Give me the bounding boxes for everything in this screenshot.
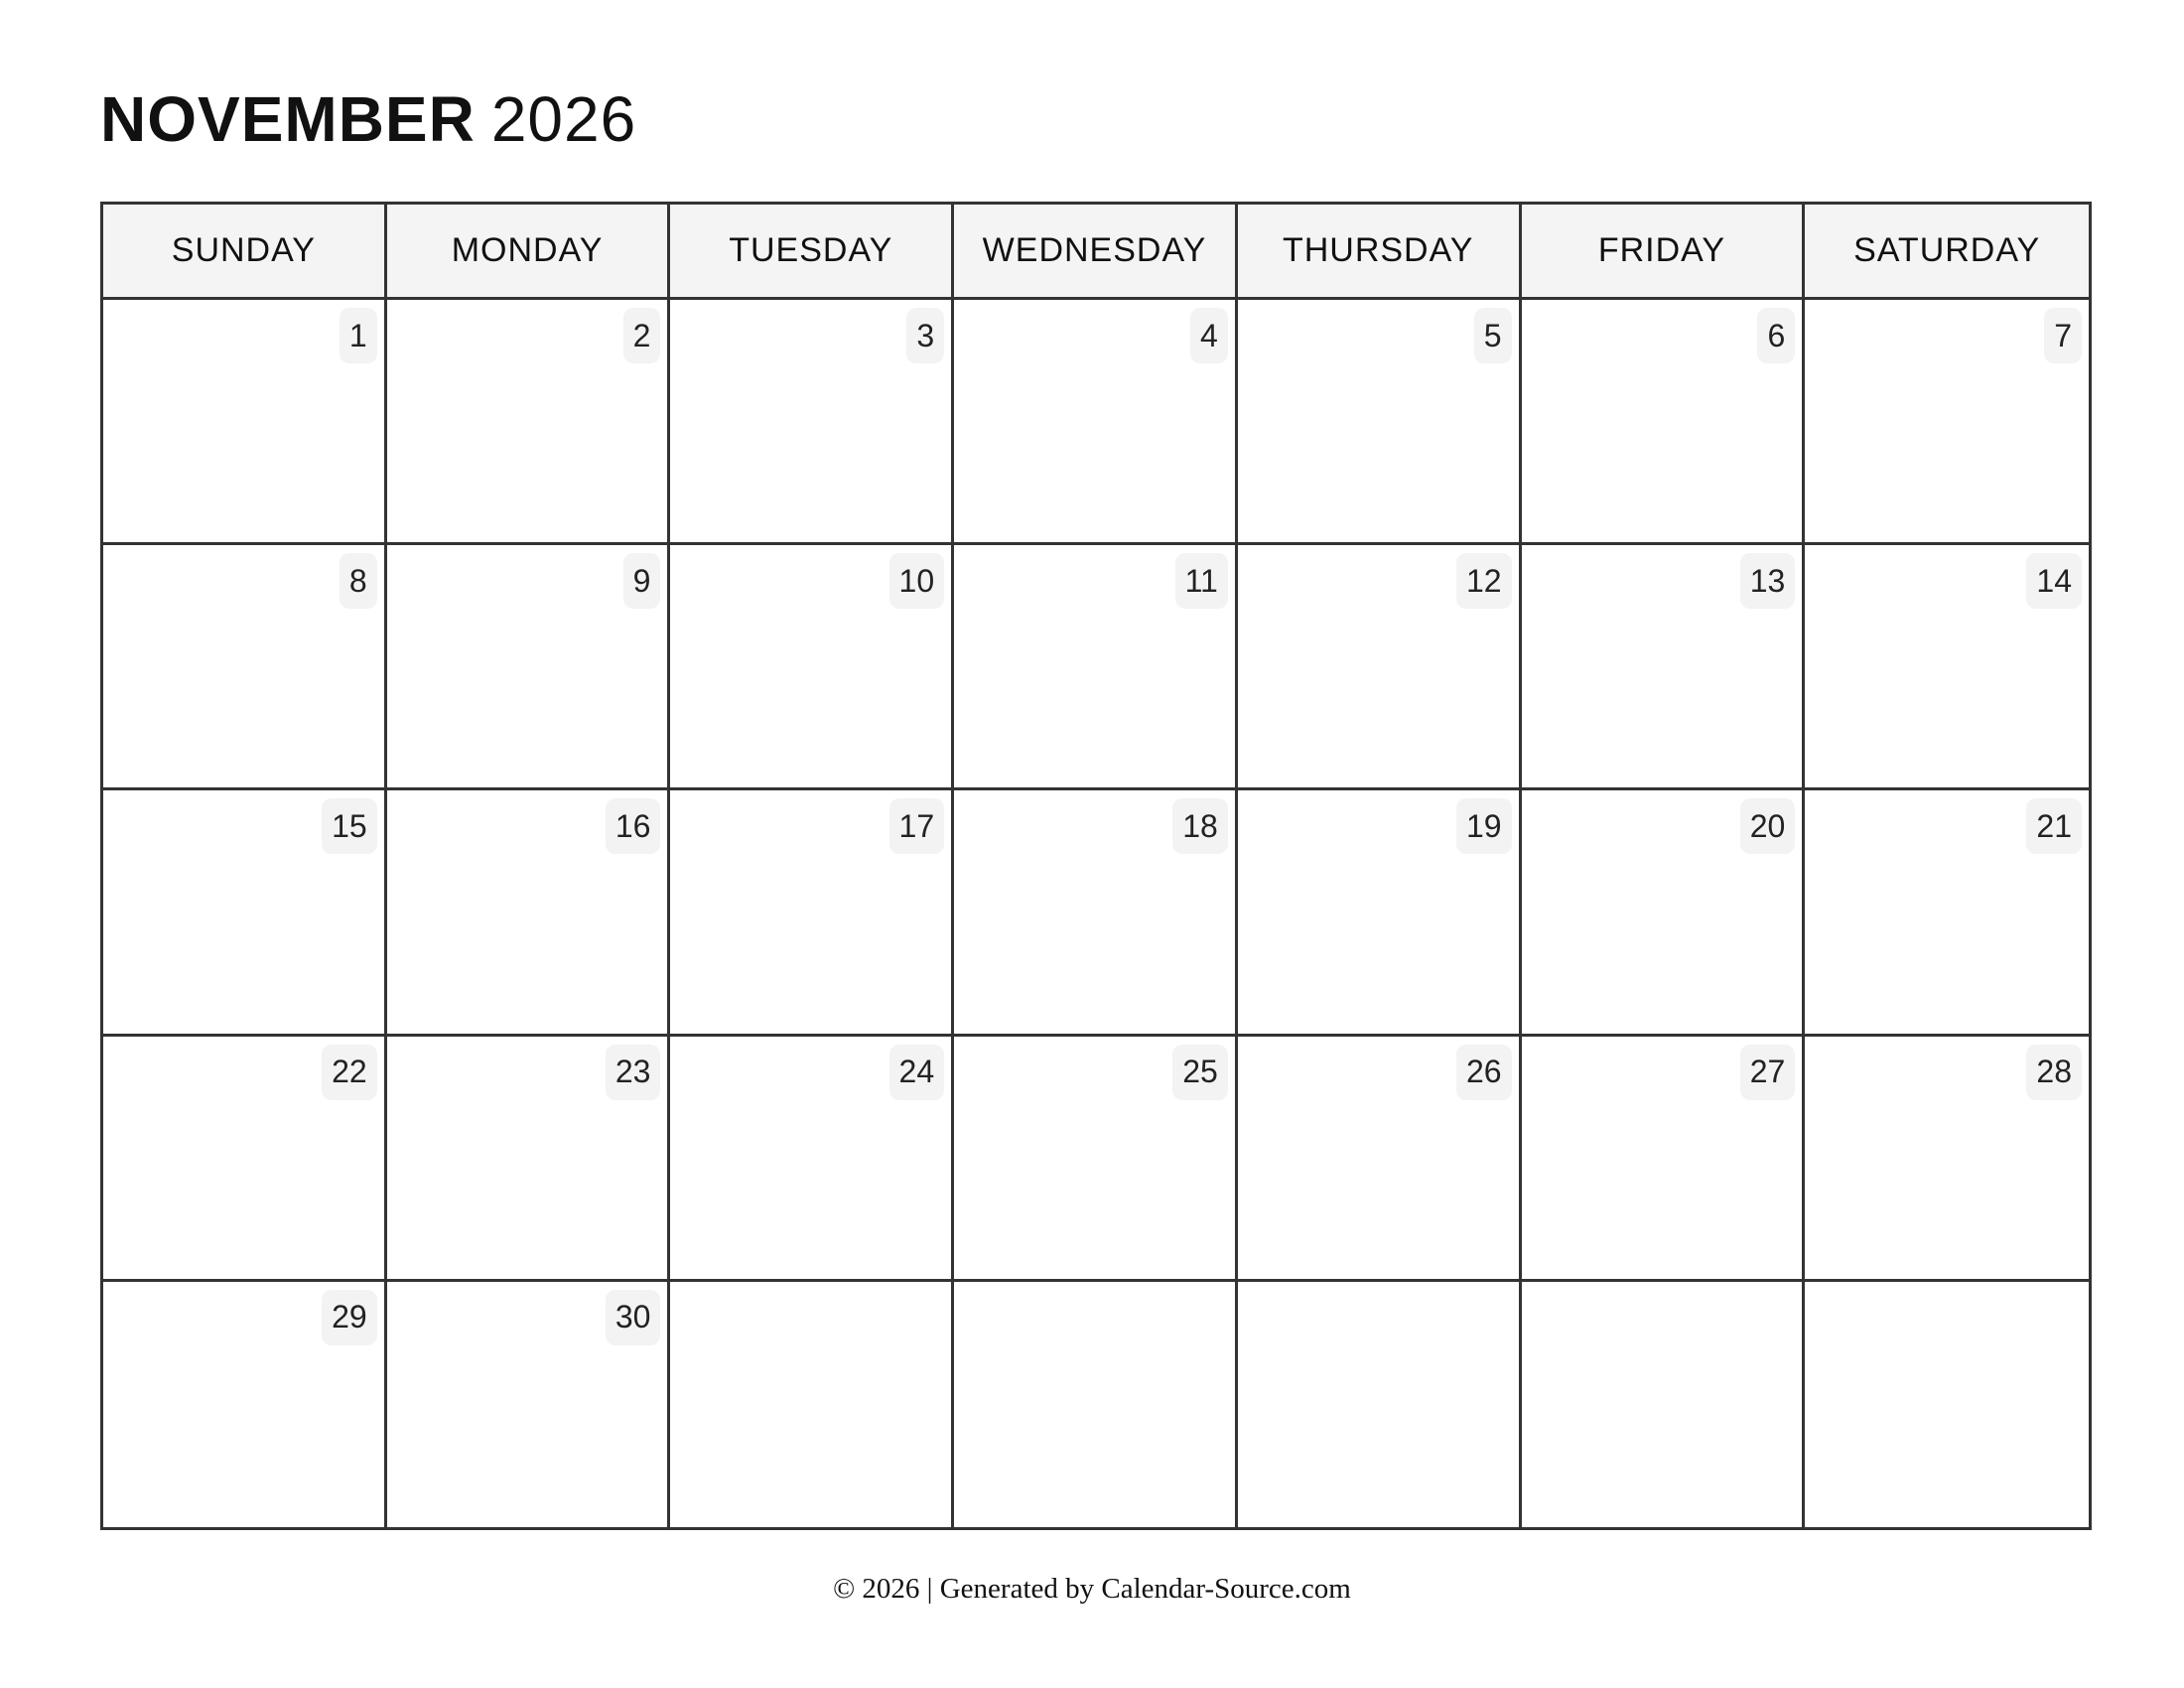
- day-cell: [954, 545, 1238, 790]
- empty-day-cell: [1238, 1282, 1522, 1527]
- day-cell: [954, 1037, 1238, 1282]
- day-cell: [103, 545, 387, 790]
- day-number: 2: [623, 308, 661, 363]
- day-number: 16: [606, 798, 661, 854]
- day-cell: [1522, 545, 1806, 790]
- day-number: 3: [906, 308, 944, 363]
- day-number: 5: [1474, 308, 1512, 363]
- day-cell: [1522, 790, 1806, 1036]
- empty-day-cell: [954, 1282, 1238, 1527]
- day-number: 10: [889, 553, 945, 609]
- day-number: 4: [1190, 308, 1228, 363]
- day-cell: [1805, 300, 2089, 545]
- day-number: 6: [1757, 308, 1795, 363]
- day-cell: [1805, 545, 2089, 790]
- calendar-grid: [100, 202, 2092, 1530]
- day-cell: [1522, 300, 1806, 545]
- month-name: NOVEMBER: [100, 83, 476, 155]
- day-number: 25: [1172, 1045, 1228, 1100]
- empty-day-cell: [1805, 1282, 2089, 1527]
- day-number: 1: [340, 308, 377, 363]
- day-cell: [103, 1282, 387, 1527]
- day-number: 12: [1456, 553, 1512, 609]
- day-number: 23: [606, 1045, 661, 1100]
- weekday-header-monday: MONDAY: [387, 205, 671, 300]
- day-cell: [103, 1037, 387, 1282]
- day-number: 26: [1456, 1045, 1512, 1100]
- day-cell: [387, 300, 671, 545]
- day-number: 9: [623, 553, 661, 609]
- day-cell: [670, 545, 954, 790]
- day-cell: [1238, 1037, 1522, 1282]
- weekday-header-tuesday: TUESDAY: [670, 205, 954, 300]
- day-number: 24: [889, 1045, 945, 1100]
- day-number: 18: [1172, 798, 1228, 854]
- day-number: 15: [322, 798, 377, 854]
- day-cell: [387, 790, 671, 1036]
- weekday-header-sunday: SUNDAY: [103, 205, 387, 300]
- day-number: 28: [2026, 1045, 2082, 1100]
- day-cell: [1805, 1037, 2089, 1282]
- weekday-header-saturday: SATURDAY: [1805, 205, 2089, 300]
- day-cell: [670, 790, 954, 1036]
- day-cell: [103, 790, 387, 1036]
- page-title: [100, 77, 636, 161]
- empty-day-cell: [1522, 1282, 1806, 1527]
- day-number: 19: [1456, 798, 1512, 854]
- day-number: 8: [340, 553, 377, 609]
- day-cell: [954, 790, 1238, 1036]
- day-cell: [387, 545, 671, 790]
- weekday-header-thursday: THURSDAY: [1238, 205, 1522, 300]
- day-cell: [1238, 790, 1522, 1036]
- footer-credit: © 2026 | Generated by Calendar-Source.com: [833, 1573, 1351, 1605]
- year: 2026: [490, 83, 637, 155]
- day-cell: [387, 1282, 671, 1527]
- day-number: 30: [606, 1290, 661, 1345]
- day-number: 20: [1740, 798, 1796, 854]
- day-number: 17: [889, 798, 945, 854]
- weekday-header-friday: FRIDAY: [1522, 205, 1806, 300]
- day-cell: [1522, 1037, 1806, 1282]
- day-number: 29: [322, 1290, 377, 1345]
- day-number: 21: [2026, 798, 2082, 854]
- weekday-header-wednesday: WEDNESDAY: [954, 205, 1238, 300]
- day-number: 7: [2044, 308, 2082, 363]
- day-cell: [1238, 545, 1522, 790]
- day-cell: [1238, 300, 1522, 545]
- day-cell: [954, 300, 1238, 545]
- empty-day-cell: [670, 1282, 954, 1527]
- day-number: 22: [322, 1045, 377, 1100]
- day-number: 27: [1740, 1045, 1796, 1100]
- day-cell: [670, 1037, 954, 1282]
- day-number: 11: [1175, 553, 1228, 609]
- day-cell: [103, 300, 387, 545]
- day-cell: [670, 300, 954, 545]
- day-cell: [387, 1037, 671, 1282]
- day-number: 14: [2026, 553, 2082, 609]
- day-number: 13: [1740, 553, 1796, 609]
- day-cell: [1805, 790, 2089, 1036]
